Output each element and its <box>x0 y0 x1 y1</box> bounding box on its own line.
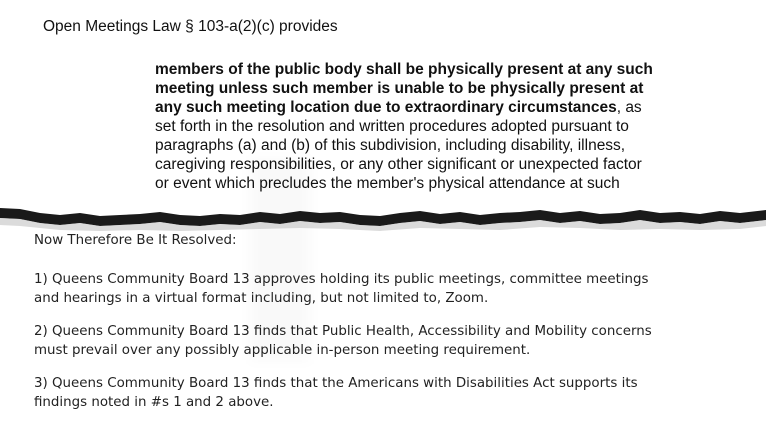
resolution-heading: Now Therefore Be It Resolved: <box>34 233 237 248</box>
resolution-item-line: 2) Queens Community Board 13 finds that Public Health, Accessibility and Mobility concerns <box>34 324 652 339</box>
resolution-item-line: findings noted in #s 1 and 2 above. <box>34 395 274 410</box>
quote-line: set forth in the resolution and written procedures adopted pursuant to <box>155 118 629 135</box>
quote-line: any such meeting location due to extraordinary circumstances, as <box>155 99 642 116</box>
resolution-section <box>34 233 754 412</box>
quote-line: meeting unless such member is unable to be physically present at <box>155 80 644 97</box>
quote-line: paragraphs (a) and (b) of this subdivision, including disability, illness, <box>155 137 626 154</box>
law-quote <box>155 60 755 193</box>
quote-line: members of the public body shall be physically present at any such <box>155 61 653 78</box>
quote-line: or event which precludes the member's physical attendance at such <box>155 175 620 192</box>
resolution-item <box>34 322 754 360</box>
quote-line: caregiving responsibilities, or any other significant or unexpected factor <box>155 156 642 173</box>
resolution-item <box>34 374 754 412</box>
law-heading: Open Meetings Law § 103-a(2)(c) provides <box>43 18 338 35</box>
resolution-item-line: must prevail over any possibly applicable in-person meeting requirement. <box>34 343 531 358</box>
resolution-item-line: 3) Queens Community Board 13 finds that the Americans with Disabilities Act supports its <box>34 376 638 391</box>
resolution-item <box>34 270 754 308</box>
resolution-item-line: 1) Queens Community Board 13 approves holding its public meetings, committee meetings <box>34 272 649 287</box>
resolution-item-line: and hearings in a virtual format including, but not limited to, Zoom. <box>34 291 489 306</box>
